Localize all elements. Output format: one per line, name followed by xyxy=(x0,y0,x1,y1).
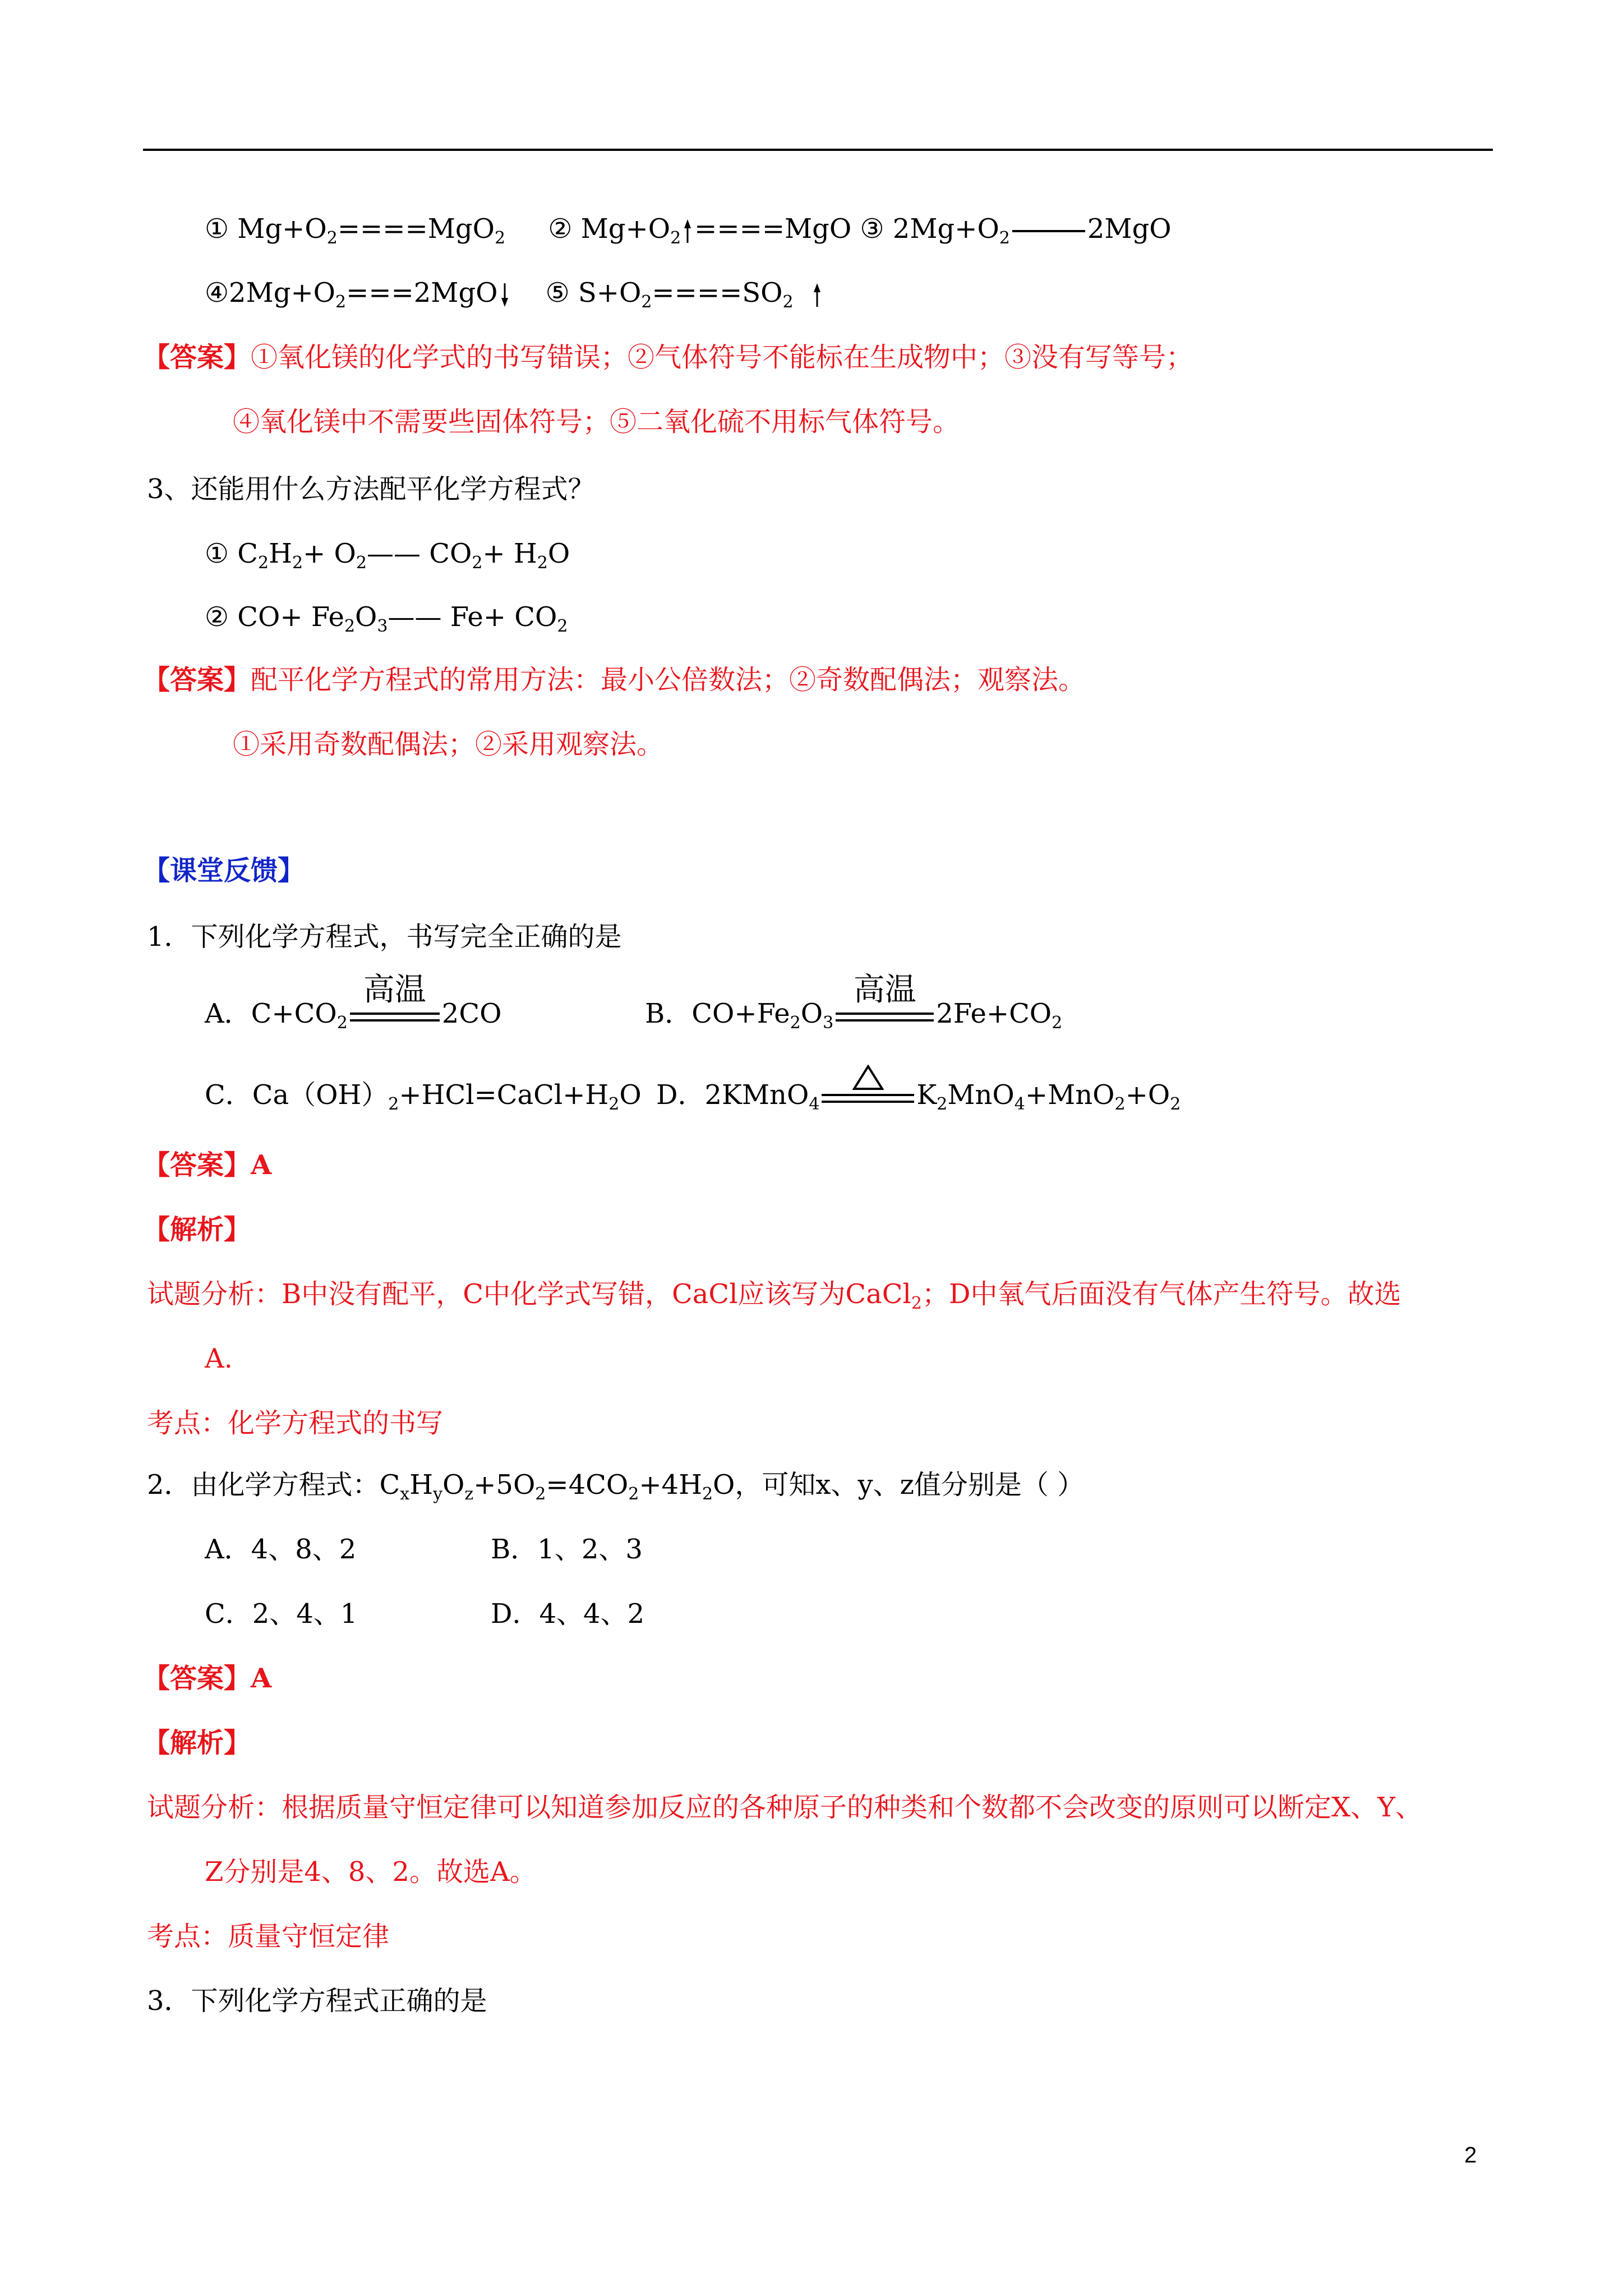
option-1c: C．$Ca(OH)_2+HCl=CaCl+H_2O$ xyxy=(205,1079,642,1114)
analysis-tag-q1: 【解析】 xyxy=(143,1214,251,1245)
answer-3-cont: ①采用奇数配偶法；②采用观察法。 xyxy=(233,729,664,760)
analysis-q2: 试题分析：根据质量守恒定律可以知道参加反应的各种原子的种类和个数都不会改变的原则可以断定X、Y、 xyxy=(147,1792,1422,1823)
down-arrow-icon xyxy=(500,282,509,308)
analysis-tag-q2: 【解析】 xyxy=(143,1727,251,1759)
up-arrow-icon xyxy=(683,218,692,244)
high-temp-equals: 高温 xyxy=(836,1013,934,1032)
option-1b: B．$CO+Fe_2O_3$ 高温 $2Fe+CO_2$ xyxy=(645,972,1063,1033)
feedback-question-3: 3．下列化学方程式正确的是 xyxy=(147,1985,487,2017)
option-1d: D．2KMnO$_4$ $K_2MnO_4+MnO_2+O_2$ xyxy=(656,1077,1181,1113)
analysis-q2-cont: Z分别是4、8、2。故选A。 xyxy=(205,1856,537,1888)
option-2a: A．4、8、2 xyxy=(205,1534,357,1565)
up-arrow-icon xyxy=(813,282,822,308)
balance-equation-1: ① $C_2H_2+$ $O_2——$ $CO_2+ H_2O$ xyxy=(205,538,570,573)
point-q2: 考点：质量守恒定律 xyxy=(147,1921,390,1952)
option-1a: A．$C+CO_2$ 高温 2CO xyxy=(205,972,502,1033)
analysis-q1-cont: A. xyxy=(205,1343,233,1374)
feedback-question-2: 2．由化学方程式：$C_xH_yO_z+5O_2=4CO_2+4H_2O$，可知x、y、z值分别是（ ） xyxy=(147,1469,1085,1504)
question-3: 3、还能用什么方法配平化学方程式？ xyxy=(147,473,595,505)
analysis-q1: 试题分析：B中没有配平，C中化学式写错，CaCl应该写为CaCl$_2$；D中氧气后面没有气体产生符号。故选 xyxy=(147,1278,1401,1313)
balance-equation-2: ② $CO+ Fe_2O_3——$ $Fe+ CO_2$ xyxy=(205,601,568,636)
header-rule xyxy=(143,149,1493,151)
reaction-line xyxy=(1012,230,1085,232)
heat-equals xyxy=(822,1094,914,1113)
option-2b: B．1、2、3 xyxy=(491,1534,643,1565)
answer-q1: 【答案】A xyxy=(143,1149,272,1181)
answer-3: 【答案】配平化学方程式的常用方法：最小公倍数法；②奇数配偶法；观察法。 xyxy=(143,664,1086,696)
section-heading-feedback: 【课堂反馈】 xyxy=(143,855,305,886)
equation-line-1: ① $Mg+O_2====MgO_2$ ② $Mg+O_2 ====MgO$ ③ $2Mg+O_2$ 2MgO xyxy=(205,213,1172,248)
answer-2: 【答案】①氧化镁的化学式的书写错误；②气体符号不能标在生成物中；③没有写等号； xyxy=(143,342,1193,373)
triangle-icon xyxy=(852,1065,884,1091)
answer-q2: 【答案】A xyxy=(143,1663,272,1694)
page-number: 2 xyxy=(1464,2143,1477,2168)
option-2c: C．2、4、1 xyxy=(205,1598,358,1630)
option-2d: D．4、4、2 xyxy=(491,1598,645,1630)
equation-line-2: $④2Mg+O_2===2MgO$ ⑤ $S+O_2====SO_2$ xyxy=(205,275,824,311)
point-q1: 考点：化学方程式的书写 xyxy=(147,1407,444,1439)
feedback-question-1: 1．下列化学方程式，书写完全正确的是 xyxy=(147,921,622,953)
high-temp-equals: 高温 xyxy=(350,1013,440,1032)
answer-2-cont: ④氧化镁中不需要些固体符号；⑤二氧化硫不用标气体符号。 xyxy=(233,406,960,438)
